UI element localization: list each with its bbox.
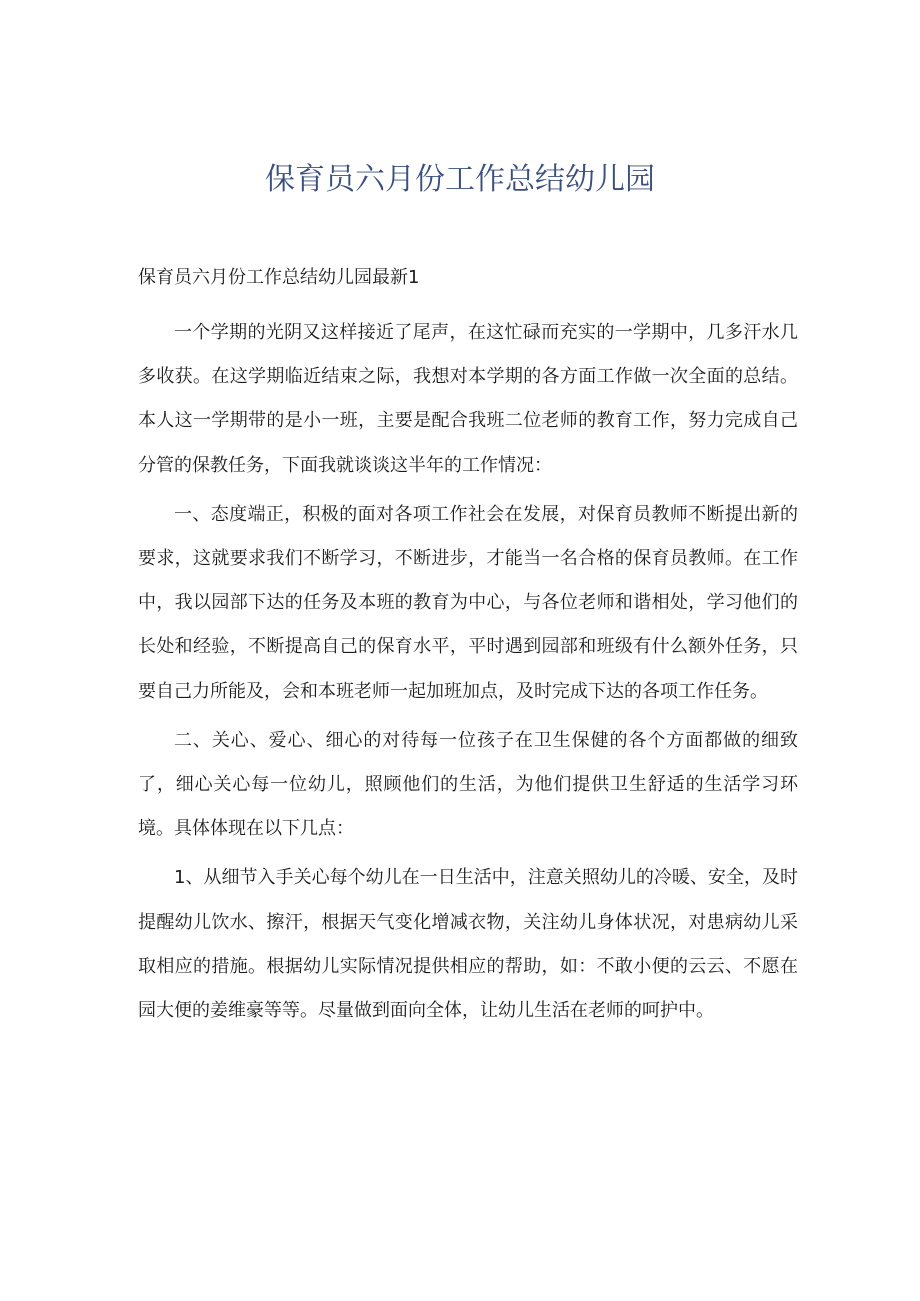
body-paragraph: 二、关心、爱心、细心的对待每一位孩子在卫生保健的各个方面都做的细致了，细心关心每一位幼儿，照顾他们的生活，为他们提供卫生舒适的生活学习环境。具体体现在以下几点：: [138, 729, 798, 840]
body-paragraph: 一、态度端正，积极的面对各项工作社会在发展，对保育员教师不断提出新的要求，这就要求我们不断学习，不断进步，才能当一名合格的保育员教师。在工作中，我以园部下达的任务及本班的教育为中心，与各位老师和谐相处，学习他们的长处和经验，不断提高自己的保育水平，平时遇到园部和班级有什么额外任务，只要自己力所能及，会和本班老师一起加班加点，及时完成下达的各项工作任务。: [138, 503, 798, 702]
document-title: 保育员六月份工作总结幼儿园: [265, 162, 655, 197]
document-body: [138, 311, 798, 1038]
document-subtitle: 保育员六月份工作总结幼儿园最新1: [138, 267, 420, 288]
body-paragraph: 一个学期的光阴又这样接近了尾声，在这忙碌而充实的一学期中，几多汗水几多收获。在这学期临近结束之际，我想对本学期的各方面工作做一次全面的总结。本人这一学期带的是小一班，主要是配合我班二位老师的教育工作，努力完成自己分管的保教任务，下面我就谈谈这半年的工作情况：: [138, 322, 798, 476]
body-paragraph: 1、从细节入手关心每个幼儿在一日生活中，注意关照幼儿的冷暖、安全，及时提醒幼儿饮水、擦汗，根据天气变化增减衣物，关注幼儿身体状况，对患病幼儿采取相应的措施。根据幼儿实际情况提供相应的帮助，如：不敢小便的云云、不愿在园大便的姜维豪等等。尽量做到面向全体，让幼儿生活在老师的呵护中。: [138, 867, 798, 1022]
